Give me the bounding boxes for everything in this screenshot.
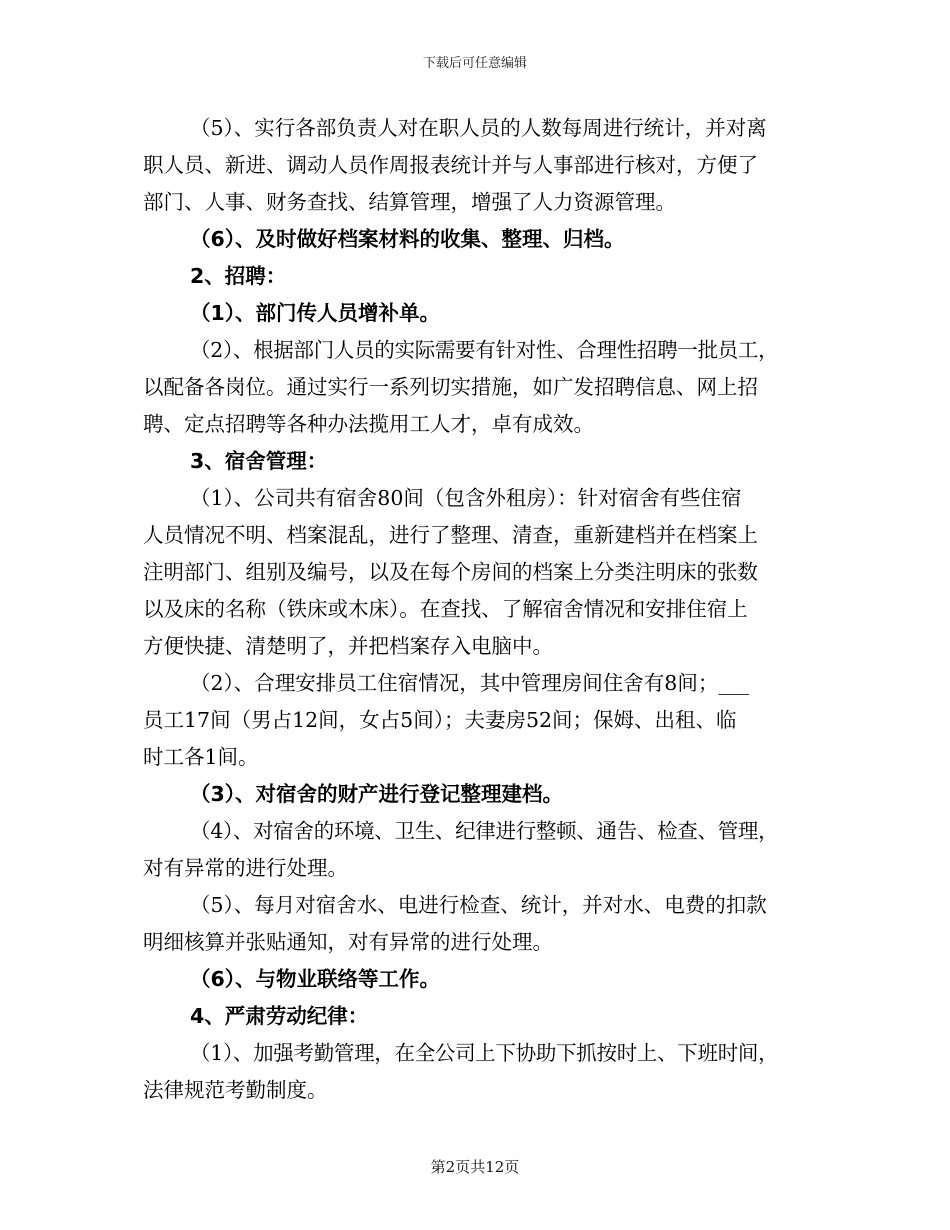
paragraph-line: 明细核算并张贴通知，对有异常的进行处理。 [143, 930, 553, 954]
paragraph-line: 员工17间（男占12间，女占5间）；夫妻房52间；保姆、出租、临 [143, 708, 737, 732]
bold-item-heading: （6）、及时做好档案材料的收集、整理、归档。 [190, 227, 625, 251]
paragraph-line: 聘、定点招聘等各种办法揽用工人才，卓有成效。 [143, 412, 594, 436]
page-footer: 第2页共12页 [430, 1158, 520, 1176]
paragraph-line: 对有异常的进行处理。 [143, 856, 348, 880]
paragraph-line: 方便快捷、清楚明了，并把档案存入电脑中。 [143, 634, 553, 658]
paragraph-line: （2）、合理安排员工住宿情况，其中管理房间住舍有8间；___ [190, 671, 750, 695]
paragraph-line: （5）、每月对宿舍水、电进行检查、统计，并对水、电费的扣款 [190, 893, 767, 917]
paragraph-line: 以配备各岗位。通过实行一系列切实措施，如广发招聘信息、网上招 [143, 375, 758, 399]
paragraph-line: 部门、人事、财务查找、结算管理，增强了人力资源管理。 [143, 190, 676, 214]
paragraph-line: 时工各1间。 [143, 745, 259, 769]
paragraph-line: 人员情况不明、档案混乱，进行了整理、清查，重新建档并在档案上 [143, 523, 758, 547]
bold-item-heading: （6）、与物业联络等工作。 [190, 967, 441, 991]
paragraph-line: （1）、公司共有宿舍80间（包含外租房）：针对宿舍有些住宿 [190, 486, 742, 510]
paragraph-line: 法律规范考勤制度。 [143, 1078, 328, 1102]
bold-item-heading: （1）、部门传人员增补单。 [190, 301, 441, 325]
section-heading: 2、招聘： [190, 264, 287, 288]
section-heading: 3、宿舍管理： [190, 449, 328, 473]
paragraph-line: 职人员、新进、调动人员作周报表统计并与人事部进行核对，方便了 [143, 153, 758, 177]
paragraph-line: 注明部门、组别及编号，以及在每个房间的档案上分类注明床的张数 [143, 560, 758, 584]
paragraph-line: （4）、对宿舍的环境、卫生、纪律进行整顿、通告、检查、管理， [190, 819, 779, 843]
paragraph-line: （5）、实行各部负责人对在职人员的人数每周进行统计，并对离 [190, 116, 767, 140]
section-heading: 4、严肃劳动纪律： [190, 1004, 369, 1028]
document-body [143, 110, 823, 1109]
paragraph-line: （1）、加强考勤管理，在全公司上下协助下抓按时上、下班时间， [190, 1041, 779, 1065]
bold-item-heading: （3）、对宿舍的财产进行登记整理建档。 [190, 782, 564, 806]
paragraph-line: 以及床的名称（铁床或木床）。在查找、了解宿舍情况和安排住宿上 [143, 597, 748, 621]
page-header: 下载后可任意编辑 [422, 56, 527, 71]
paragraph-line: （2）、根据部门人员的实际需要有针对性、合理性招聘一批员工， [190, 338, 779, 362]
